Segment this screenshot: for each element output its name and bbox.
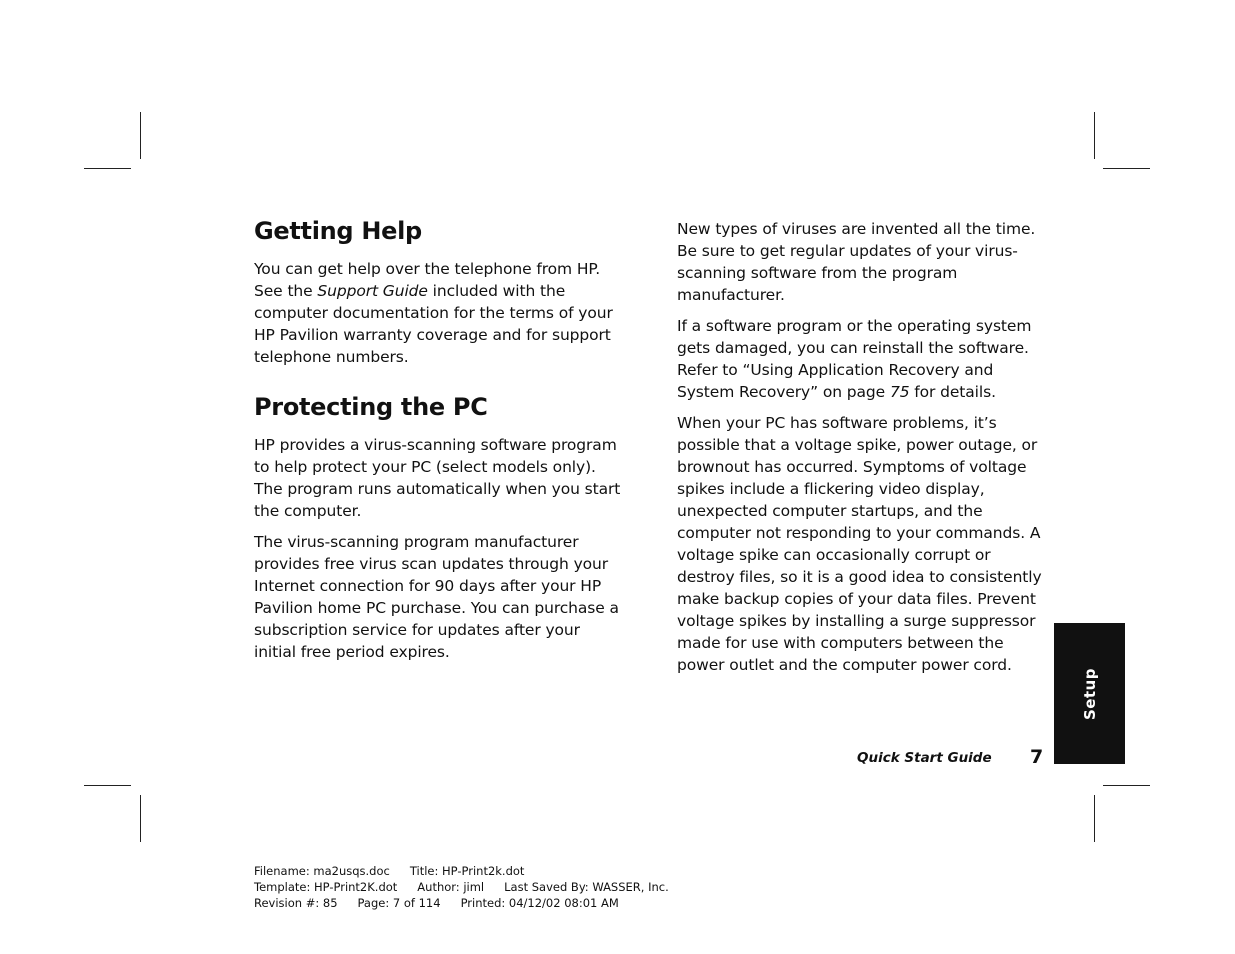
virus-updates-paragraph: New types of viruses are invented all the time. Be sure to get regular updates of your virus-scanning software from the program manufacturer. <box>677 220 1036 304</box>
text-run: for details. <box>909 383 996 401</box>
page-count: Page: 7 of 114 <box>357 896 441 910</box>
text-run: You can get help over the telephone from HP. See the <box>254 260 601 300</box>
doc-title: Title: HP-Print2k.dot <box>409 864 525 878</box>
crop-mark-bottom-left-vertical <box>140 795 141 842</box>
template: Template: HP-Print2K.dot <box>254 880 398 894</box>
right-column <box>677 218 1049 685</box>
crop-mark-top-left-horizontal <box>84 168 131 169</box>
page-reference: 75 <box>889 383 910 401</box>
getting-help-paragraph <box>254 258 626 368</box>
text-run: included with the computer documentation for the terms of your HP Pavilion warranty coverage and for support telephone numbers. <box>254 282 613 366</box>
left-column <box>254 216 626 672</box>
crop-mark-top-left-vertical <box>140 112 141 159</box>
guide-title: Quick Start Guide <box>857 750 992 766</box>
crop-mark-bottom-right-vertical <box>1094 795 1095 842</box>
crop-mark-bottom-left-horizontal <box>84 785 131 786</box>
protecting-paragraph-1: HP provides a virus-scanning software program to help protect your PC (select models only). The program runs automatically when you start the computer. <box>254 436 621 520</box>
file-info-line-3 <box>254 895 689 911</box>
crop-mark-top-right-vertical <box>1094 112 1095 159</box>
protecting-paragraph-2: The virus-scanning program manufacturer provides free virus scan updates through your Internet connection for 90 days after your HP Pavilion home PC purchase. You can purchase a subscription service for updates after your initial free period expires. <box>254 533 619 661</box>
crop-mark-top-right-horizontal <box>1103 168 1150 169</box>
file-info-line-1 <box>254 863 689 879</box>
page-number: 7 <box>1030 746 1044 768</box>
text-run: If a software program or the operating system gets damaged, you can reinstall the software. Refer to “Using Application Recovery and System Recovery” on page <box>677 317 1032 401</box>
heading-getting-help: Getting Help <box>254 217 422 245</box>
revision: Revision #: 85 <box>254 896 338 910</box>
heading-protecting-the-pc: Protecting the PC <box>254 393 488 421</box>
last-saved: Last Saved By: WASSER, Inc. <box>504 880 669 894</box>
crop-mark-bottom-right-horizontal <box>1103 785 1150 786</box>
voltage-spike-paragraph: When your PC has software problems, it’s possible that a voltage spike, power outage, or brownout has occurred. Symptoms of voltage spikes include a flickering video display, unexpected computer startups, and the computer not responding to your commands. A voltage spike can occasionally corrupt or destroy files, so it is a good idea to consistently make backup copies of your data files. Prevent voltage spikes by installing a surge suppressor made for use with computers between the power outlet and the computer power cord. <box>677 414 1042 674</box>
file-info-line-2 <box>254 879 689 895</box>
author: Author: jiml <box>417 880 485 894</box>
setup-tab-label: Setup <box>1080 667 1099 720</box>
printed-date: Printed: 04/12/02 08:01 AM <box>460 896 619 910</box>
support-guide-reference: Support Guide <box>317 282 428 300</box>
setup-section-tab <box>1054 623 1125 764</box>
file-info-footer <box>254 863 689 911</box>
reinstall-paragraph <box>677 315 1049 403</box>
filename: Filename: ma2usqs.doc <box>254 864 390 878</box>
